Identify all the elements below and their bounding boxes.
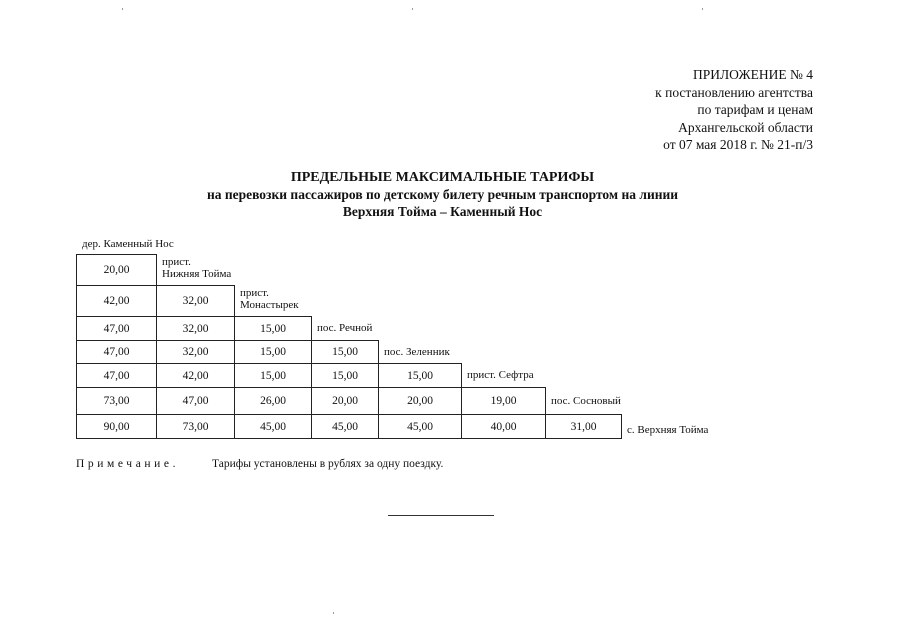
fare-cell: 42,00 <box>156 363 235 388</box>
station-label: прист. Монастырек <box>240 287 299 311</box>
title-route: Верхняя Тойма – Каменный Нос <box>342 204 543 219</box>
scan-dot <box>122 8 123 10</box>
station-label: с. Верхняя Тойма <box>627 424 709 436</box>
fare-cell: 40,00 <box>461 414 546 439</box>
fare-cell: 20,00 <box>76 254 157 286</box>
appendix-title: ПРИЛОЖЕНИЕ № 4 <box>692 67 813 82</box>
station-label: пос. Сосновый <box>551 395 621 407</box>
fare-cell: 73,00 <box>156 414 235 439</box>
scan-dot <box>412 8 413 10</box>
station-label: дер. Каменный Нос <box>82 238 174 250</box>
fare-cell: 20,00 <box>378 387 462 415</box>
note-label: Примечание. <box>76 458 180 470</box>
appendix-line: к постановлению агентства <box>655 84 813 100</box>
fare-cell: 20,00 <box>311 387 379 415</box>
fare-cell: 15,00 <box>234 363 312 388</box>
fare-cell: 15,00 <box>311 340 379 364</box>
fare-cell: 42,00 <box>76 285 157 317</box>
appendix-line: по тарифам и ценам <box>697 102 813 117</box>
station-label: прист. Нижняя Тойма <box>162 256 232 280</box>
fare-cell: 47,00 <box>76 340 157 364</box>
title-subtitle: на перевозки пассажиров по детскому билету речным транспортом на линии <box>206 187 679 202</box>
fare-cell: 47,00 <box>76 316 157 341</box>
appendix-date: от 07 мая 2018 г. № 21-п/3 <box>663 137 813 152</box>
scan-dot <box>702 8 703 10</box>
fare-cell: 26,00 <box>234 387 312 415</box>
fare-cell: 32,00 <box>156 285 235 317</box>
fare-cell: 15,00 <box>378 363 462 388</box>
fare-cell: 31,00 <box>545 414 622 439</box>
fare-cell: 32,00 <box>156 340 235 364</box>
note <box>76 458 444 470</box>
fare-cell: 15,00 <box>234 316 312 341</box>
note-text: Тарифы установлены в рублях за одну поездку. <box>212 458 444 470</box>
fare-cell: 47,00 <box>156 387 235 415</box>
fare-cell: 47,00 <box>76 363 157 388</box>
fare-cell: 45,00 <box>311 414 379 439</box>
scan-dot <box>333 612 334 614</box>
title-main: ПРЕДЕЛЬНЫЕ МАКСИМАЛЬНЫЕ ТАРИФЫ <box>290 170 595 185</box>
fare-cell: 90,00 <box>76 414 157 439</box>
fare-cell: 19,00 <box>461 387 546 415</box>
station-label: пос. Речной <box>317 322 373 334</box>
appendix-header <box>655 66 813 154</box>
station-label: пос. Зеленник <box>384 346 450 358</box>
divider-line <box>388 515 494 516</box>
fare-cell: 45,00 <box>378 414 462 439</box>
document-title <box>0 169 885 220</box>
fare-cell: 73,00 <box>76 387 157 415</box>
station-label: прист. Сефтра <box>467 369 534 381</box>
fare-cell: 45,00 <box>234 414 312 439</box>
appendix-line: Архангельской области <box>678 119 813 135</box>
fare-cell: 15,00 <box>234 340 312 364</box>
fare-cell: 32,00 <box>156 316 235 341</box>
fare-cell: 15,00 <box>311 363 379 388</box>
